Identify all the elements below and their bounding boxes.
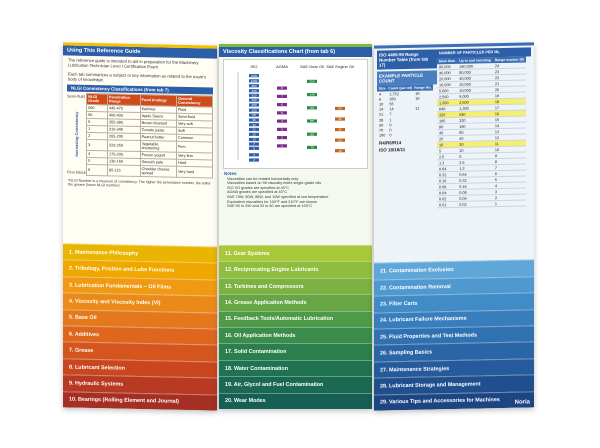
section-tab[interactable]: 21. Contamination Exclusion bbox=[374, 260, 534, 280]
chart-grade-label: 1 bbox=[281, 143, 283, 148]
range-header: Up to and including bbox=[459, 58, 491, 63]
chart-grade-label: 140 bbox=[309, 92, 315, 97]
table-cell: 0 bbox=[87, 118, 108, 125]
viscosity-chart bbox=[223, 59, 368, 169]
table-cell: 14 bbox=[389, 107, 394, 112]
section-tab[interactable]: 13. Turbines and Compressors bbox=[219, 278, 372, 294]
table-cell: 14 bbox=[379, 107, 384, 112]
chart-grade-label: 22 bbox=[252, 127, 256, 132]
chart-grade-label: 2 bbox=[281, 135, 283, 140]
nlgi-side-labels bbox=[67, 92, 86, 175]
table-cell: 80,000 bbox=[457, 69, 493, 76]
table-cell: 80 bbox=[457, 129, 493, 136]
table-cell: Firm bbox=[176, 141, 212, 153]
table-cell: 6 bbox=[493, 170, 526, 177]
table-cell: 10 bbox=[437, 141, 457, 147]
table-cell: 40 bbox=[437, 129, 457, 135]
chart-grade-label: 80 bbox=[310, 132, 314, 137]
section-tab[interactable]: 11. Gear Systems bbox=[219, 245, 372, 261]
table-cell: 000 bbox=[87, 104, 108, 111]
table-cell: 2.5 bbox=[437, 153, 457, 159]
table-cell: 0.64 bbox=[457, 171, 493, 178]
table-cell: 360 bbox=[389, 97, 396, 102]
table-cell: 1,300 bbox=[437, 99, 457, 105]
note-item: Equivalent viscosities for 100°F and 210°F are shown bbox=[227, 199, 317, 204]
table-cell: 310-340 bbox=[108, 126, 141, 134]
table-cell: Very firm bbox=[176, 152, 212, 160]
table-cell: 130-160 bbox=[108, 158, 141, 166]
chart-grade-label: 85 bbox=[310, 119, 314, 124]
table-cell: Common bbox=[176, 134, 212, 142]
table-cell: 6 bbox=[87, 164, 108, 175]
chart-grade-label: 4 bbox=[281, 119, 283, 124]
table-cell: 4 bbox=[87, 150, 108, 157]
table-row bbox=[437, 200, 526, 208]
section-tab[interactable]: 9. Hydraulic Systems bbox=[63, 375, 217, 395]
table-cell: 160,000 bbox=[457, 63, 493, 69]
table-cell: 9 bbox=[493, 152, 526, 159]
table-cell: 5 bbox=[87, 157, 108, 164]
table-cell: 7 bbox=[389, 112, 392, 117]
chart-grade-label: 460 bbox=[251, 88, 257, 93]
table-cell: 0 bbox=[389, 123, 392, 128]
range-header: Range number (R) bbox=[494, 57, 525, 63]
reference-panel-right bbox=[374, 42, 534, 410]
chart-grade-label: 2 bbox=[253, 158, 255, 163]
section-list-right bbox=[374, 260, 534, 411]
table-cell: 1.3 bbox=[437, 159, 457, 165]
table-cell: 5,000 bbox=[457, 93, 493, 100]
note-item: ISO VG grades are specified at 40°C bbox=[227, 185, 290, 190]
section-tab[interactable]: 2. Tribology, Friction and Lube Functions bbox=[63, 260, 217, 280]
chart-grade-label: 150 bbox=[251, 103, 257, 108]
section-tab[interactable]: 28. Lubricant Storage and Management bbox=[374, 375, 534, 395]
table-cell: 4 bbox=[379, 92, 382, 97]
table-cell: 40 bbox=[457, 135, 493, 142]
table-cell: 0.32 bbox=[457, 177, 493, 184]
table-cell: 11 bbox=[415, 106, 420, 111]
table-cell: 5 bbox=[493, 176, 526, 183]
section-tab[interactable]: 18. Water Contamination bbox=[219, 360, 372, 376]
nlgi-header: Food Analogy bbox=[140, 95, 176, 107]
chart-grade-label: 5 bbox=[253, 146, 255, 151]
chart-grade-label: 1000 bbox=[250, 78, 258, 83]
code-value: ISO 18/16/11 bbox=[379, 146, 406, 153]
chart-grade-label: 68 bbox=[252, 113, 256, 118]
iso-left-column bbox=[377, 49, 437, 209]
chart-grade-label: 30 bbox=[338, 127, 342, 132]
table-cell: Very hard bbox=[176, 166, 212, 178]
table-cell: 400-430 bbox=[108, 112, 141, 120]
table-cell: 22 bbox=[493, 74, 526, 81]
section-tab[interactable]: 16. Oil Application Methods bbox=[219, 327, 372, 343]
chart-grade-label: 75 bbox=[310, 145, 314, 150]
chart-grade-label: 5 bbox=[281, 110, 283, 115]
table-cell: 20,000 bbox=[437, 75, 457, 81]
table-cell: 16 bbox=[493, 110, 526, 117]
table-cell: 6 bbox=[379, 97, 382, 102]
table-cell: 175-205 bbox=[108, 151, 141, 159]
table-cell: 10 bbox=[493, 146, 526, 153]
section-tab[interactable]: 8. Lubricant Selection bbox=[63, 358, 217, 378]
consistency-axis-label: Increasing Consistency bbox=[74, 111, 80, 157]
table-cell: 11 bbox=[493, 140, 526, 147]
table-cell: Brown Mustard bbox=[140, 120, 176, 128]
chart-grade-label: 320 bbox=[251, 93, 257, 98]
section-tab[interactable]: 12. Reciprocating Engine Lubricants bbox=[219, 261, 372, 277]
table-cell: 20 bbox=[457, 141, 493, 148]
iso-title: ISO 4406:99 Range Number Table (from tab 17) bbox=[377, 49, 437, 69]
table-cell: 10 bbox=[457, 147, 493, 154]
table-cell: 40,000 bbox=[437, 69, 457, 75]
section-tab[interactable]: 3. Lubrication Fundamentals – Oil Films bbox=[63, 276, 217, 296]
table-cell: 640 bbox=[457, 111, 493, 118]
guide-bullet: Each tab summarizes a subject or key information as related to the exam's body of knowledge. bbox=[68, 71, 207, 83]
nlgi-footnote: *NLGI Number is a measure of consistency. The higher the penetration number, the softer the grease (lower NLGI number). bbox=[68, 178, 211, 188]
example-header: Range No. bbox=[414, 85, 432, 90]
table-cell: 0.64 bbox=[437, 165, 457, 171]
table-cell: Ketchup bbox=[140, 106, 176, 114]
table-cell: 5 bbox=[457, 153, 493, 160]
table-cell: 320 bbox=[437, 111, 457, 117]
table-cell: 0.08 bbox=[437, 183, 457, 189]
table-cell: 1 bbox=[389, 117, 392, 122]
chart-grade-label: 1500 bbox=[250, 73, 258, 78]
table-cell: 265-295 bbox=[108, 133, 141, 141]
nlgi-title: NLGI Consistency Classifications (from tab 7) bbox=[67, 84, 213, 94]
table-cell: Tomato paste bbox=[140, 127, 176, 135]
chart-grade-label: 40 bbox=[338, 117, 342, 122]
note-item: Viscosities can be related horizontally only bbox=[227, 176, 299, 181]
nlgi-block bbox=[67, 92, 213, 178]
table-cell: 0.02 bbox=[437, 195, 457, 201]
table-cell: Vegetable shortening bbox=[140, 141, 176, 153]
table-cell: 19 bbox=[493, 92, 526, 99]
table-cell: Peanut butter bbox=[140, 134, 176, 142]
table-cell: 15 bbox=[493, 116, 526, 123]
guide-bullet: The reference guide is intended to aid in preparation for the Machinery Lubrication Technician Level I Certification Exam. bbox=[68, 57, 199, 70]
table-cell: 13 bbox=[493, 128, 526, 135]
table-cell: Cheddar cheese spread bbox=[140, 166, 176, 178]
table-cell: Smooth pate bbox=[140, 159, 176, 167]
section-tab[interactable]: 19. Air, Glycol and Fuel Contamination bbox=[219, 376, 372, 392]
note-item: SAE 90 to 250 and 20 to 50 are specified at 100°C bbox=[227, 204, 313, 209]
table-cell: 85-115 bbox=[108, 165, 141, 177]
chart-grade-label: 6 bbox=[281, 102, 283, 107]
semi-fluid-label: Semi-fluid bbox=[67, 93, 85, 99]
table-cell: 3 bbox=[87, 139, 108, 150]
table-cell: 20 bbox=[493, 86, 526, 93]
table-cell: 0.16 bbox=[437, 177, 457, 183]
section-list-left bbox=[63, 243, 217, 410]
chart-grade-label: 3 bbox=[281, 127, 283, 132]
example-header: Count (per ml) bbox=[388, 85, 413, 91]
reference-panel-left bbox=[63, 42, 217, 410]
table-cell: 10,000 bbox=[457, 87, 493, 94]
firm-block-label: Firm Block bbox=[67, 169, 86, 175]
table-cell: Fluid bbox=[176, 106, 212, 114]
chart-category-label: AGMA bbox=[276, 64, 288, 69]
chart-grade-label: 7 bbox=[281, 94, 283, 99]
table-cell: 0.32 bbox=[437, 171, 457, 177]
table-cell: 445-475 bbox=[108, 105, 141, 113]
section-tab[interactable]: 25. Fluid Properties and Test Methods bbox=[374, 325, 534, 345]
chart-grade-label: 3 bbox=[253, 152, 255, 157]
table-cell: 40,000 bbox=[457, 75, 493, 82]
table-cell: 320 bbox=[457, 117, 493, 124]
chart-grade-label: 250 bbox=[309, 79, 315, 84]
chart-grade-label: 100 bbox=[251, 108, 257, 113]
noria-logo: Noria bbox=[514, 399, 530, 406]
section-tab[interactable]: 20. Wear Modes bbox=[219, 393, 372, 409]
range-column bbox=[437, 47, 531, 208]
table-cell: 1.3 bbox=[457, 165, 493, 172]
table-cell: 21 bbox=[379, 112, 384, 117]
chart-grade-label: 680 bbox=[251, 83, 257, 88]
section-tab[interactable]: 1. Maintenance Philosophy bbox=[63, 243, 217, 263]
table-cell: 7 bbox=[493, 164, 526, 171]
table-cell: 0 bbox=[389, 133, 392, 138]
section-tab[interactable]: 26. Sampling Basics bbox=[374, 342, 534, 362]
table-cell: 640 bbox=[437, 105, 457, 111]
section-tab[interactable]: 14. Grease Application Methods bbox=[219, 294, 372, 310]
nlgi-header: Penetration Range bbox=[108, 94, 141, 106]
chart-grade-label: 90 bbox=[310, 105, 314, 110]
section-tab[interactable]: 15. Feedback Tools/Automatic Lubrication bbox=[219, 311, 372, 327]
table-cell: 12 bbox=[493, 134, 526, 141]
section-tab[interactable]: 6. Additives bbox=[63, 325, 217, 345]
table-cell: 17 bbox=[493, 104, 526, 111]
nlgi-header: NLGI Grade bbox=[87, 93, 108, 104]
note-item: SAE 75W, 80W, 85W, and 10W specified at low temperature bbox=[227, 194, 329, 199]
table-cell: 2,500 bbox=[437, 93, 457, 99]
table-cell: 80 bbox=[437, 123, 457, 129]
example-count-table bbox=[377, 84, 433, 138]
nlgi-header: General Consistency bbox=[176, 95, 212, 107]
table-cell: 2 bbox=[493, 194, 526, 201]
note-item: Viscosities based on 96 viscosity index single-grade oils bbox=[227, 181, 322, 186]
section-tab[interactable]: 10. Bearings (Rolling Element and Journal) bbox=[63, 391, 217, 411]
guide-title: Using This Reference Guide bbox=[63, 45, 217, 58]
table-cell: 21 bbox=[493, 80, 526, 87]
table-cell: 5 bbox=[437, 147, 457, 153]
table-cell: Soft bbox=[176, 127, 212, 135]
example-title: EXAMPLE PARTICLE COUNT bbox=[377, 70, 437, 85]
chart-grade-label: 50 bbox=[338, 106, 342, 111]
table-cell: 0.16 bbox=[457, 183, 493, 190]
section-tab[interactable]: 17. Solid Contamination bbox=[219, 343, 372, 359]
section-list-middle bbox=[219, 245, 372, 409]
nlgi-table bbox=[86, 93, 213, 179]
section-tab[interactable]: 5. Base Oil bbox=[63, 309, 217, 329]
example-header: Size bbox=[378, 86, 386, 91]
table-cell: 8 bbox=[493, 158, 526, 165]
table-cell: Frozen yogurt bbox=[140, 152, 176, 160]
table-cell: 1,300 bbox=[457, 105, 493, 112]
section-tab[interactable]: 23. Filter Carts bbox=[374, 293, 534, 313]
table-cell: 100 bbox=[379, 133, 386, 138]
iso-block bbox=[377, 47, 531, 209]
table-cell: 00 bbox=[87, 111, 108, 118]
table-cell: 160 bbox=[457, 123, 493, 130]
chart-grade-label: 10 bbox=[338, 148, 342, 153]
chart-grade-label: 32 bbox=[252, 122, 256, 127]
table-cell: 20 bbox=[437, 135, 457, 141]
section-tab[interactable]: 24. Lubricant Failure Mechanisms bbox=[374, 309, 534, 329]
table-cell: 4 bbox=[493, 182, 526, 189]
table-cell: 355-385 bbox=[108, 119, 141, 127]
chart-grade-label: 7 bbox=[253, 142, 255, 147]
table-cell: 0.02 bbox=[457, 201, 493, 208]
table-cell: 0.04 bbox=[437, 189, 457, 195]
chart-grade-label: 20 bbox=[338, 138, 342, 143]
table-cell: 2,500 bbox=[457, 99, 493, 106]
table-cell: 18 bbox=[493, 98, 526, 105]
table-cell: 0.04 bbox=[457, 195, 493, 202]
table-cell: 1 bbox=[493, 200, 526, 207]
table-cell: 10 bbox=[379, 102, 384, 107]
table-cell: 23 bbox=[493, 68, 526, 75]
table-cell: 220-250 bbox=[108, 140, 141, 152]
table-cell: Apple Sauce bbox=[140, 113, 176, 121]
table-cell: 18 bbox=[415, 91, 420, 96]
chart-grade-label: 8 bbox=[281, 86, 283, 91]
chart-grade-label: 220 bbox=[251, 98, 257, 103]
viscosity-chart-svg bbox=[224, 60, 367, 168]
table-cell: 80,000 bbox=[437, 64, 457, 70]
range-title: NUMBER OF PARTICLES PER ML bbox=[437, 47, 531, 58]
code-formula: R4/R6/R14 bbox=[379, 139, 402, 146]
table-cell: 10,000 bbox=[437, 81, 457, 87]
range-table bbox=[437, 56, 526, 208]
table-cell: 20,000 bbox=[457, 81, 493, 88]
chart-category-label: SAE Engine Oil bbox=[326, 64, 354, 69]
table-cell: 160 bbox=[437, 117, 457, 123]
table-cell: 0.01 bbox=[437, 201, 457, 207]
table-cell: 1 bbox=[87, 125, 108, 132]
table-cell: 16 bbox=[415, 96, 420, 101]
chart-category-label: SAE Gear Oil bbox=[299, 64, 325, 69]
table-cell: 24 bbox=[493, 62, 526, 68]
table-cell: 3 bbox=[493, 188, 526, 195]
notes-block bbox=[219, 171, 372, 210]
table-row bbox=[87, 164, 213, 178]
range-header: More than bbox=[439, 58, 456, 64]
section-tab[interactable]: 4. Viscosity and Viscosity Index (VI) bbox=[63, 293, 217, 313]
table-cell: Hard bbox=[176, 159, 212, 167]
table-cell: 2.5 bbox=[457, 159, 493, 166]
chart-grade-label: 10 bbox=[252, 137, 256, 142]
table-cell: Semi-fluid bbox=[176, 113, 212, 121]
notes-title: Notes bbox=[224, 171, 237, 176]
table-cell: 50 bbox=[379, 123, 384, 128]
section-tab[interactable]: 29. Various Tips and Accessories for Machines bbox=[374, 391, 534, 411]
section-tab[interactable]: 22. Contamination Removal bbox=[374, 276, 534, 296]
chart-grade-label: 46 bbox=[252, 118, 256, 123]
table-cell: 55 bbox=[389, 102, 394, 107]
table-cell: 5,000 bbox=[437, 87, 457, 93]
table-cell: 14 bbox=[493, 122, 526, 129]
reference-panel-middle bbox=[219, 44, 372, 409]
section-tab[interactable]: 27. Maintenance Strategies bbox=[374, 358, 534, 378]
section-tab[interactable]: 7. Grease bbox=[63, 342, 217, 362]
table-cell: 0.08 bbox=[457, 189, 493, 196]
table-cell: 2 bbox=[87, 132, 108, 139]
table-cell: 70 bbox=[379, 128, 384, 133]
chart-category-label: ISO bbox=[250, 64, 258, 69]
table-cell: 1,752 bbox=[389, 91, 399, 96]
note-item: AGMA grades are specified at 40°C bbox=[227, 190, 287, 195]
chart-title: Viscosity Classifications Chart (from tab 6) bbox=[219, 47, 372, 57]
table-cell: 38 bbox=[379, 118, 384, 123]
table-cell: 0 bbox=[389, 128, 392, 133]
chart-grade-label: 15 bbox=[252, 132, 256, 137]
table-cell: Very soft bbox=[176, 120, 212, 128]
